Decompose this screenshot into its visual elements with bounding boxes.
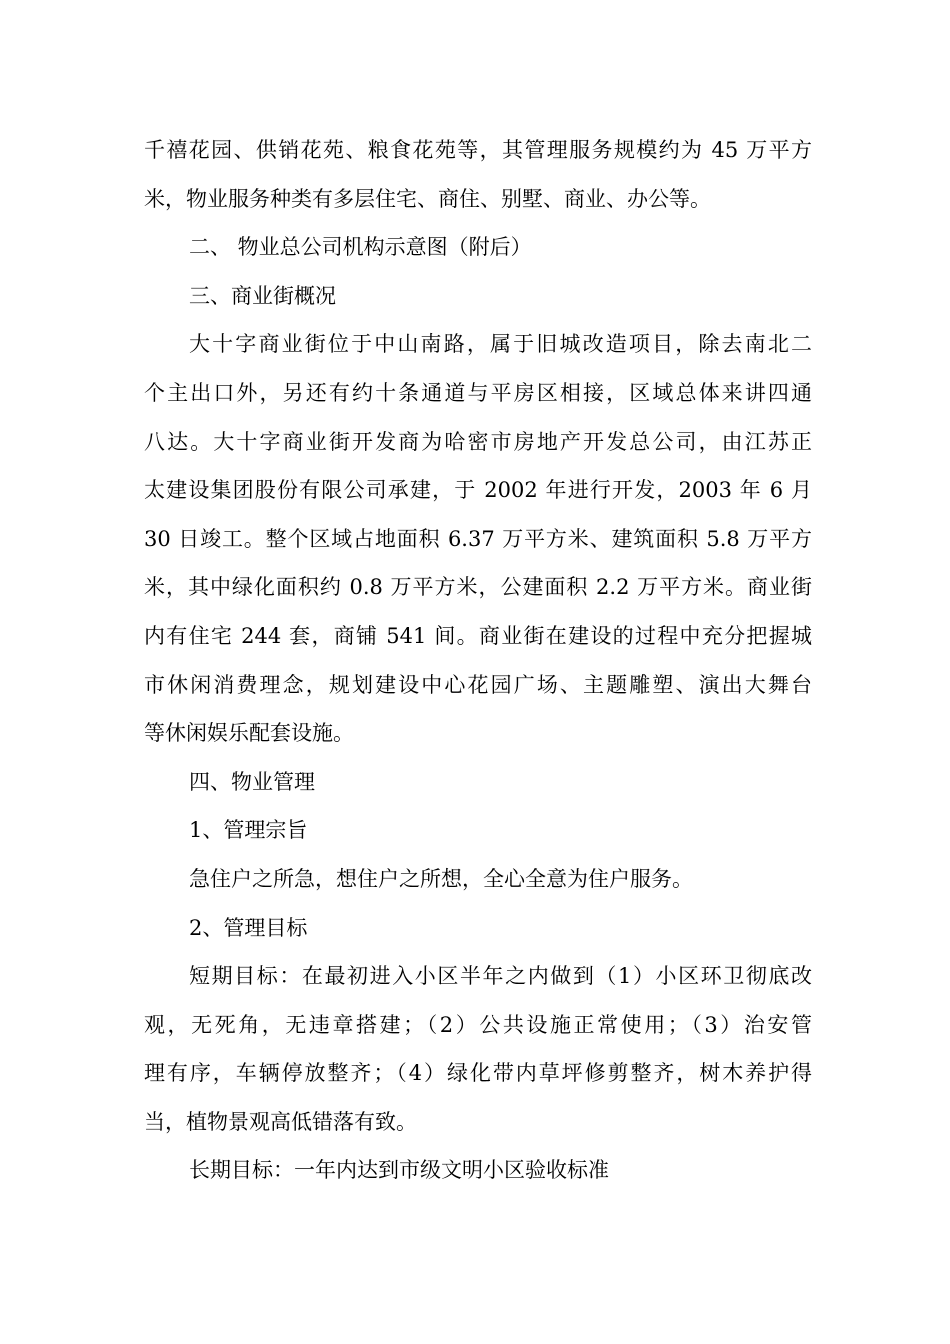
text-line: 30 日竣工。整个区域占地面积 6.37 万平方米、建筑面积 5.8 万平方 xyxy=(144,526,812,551)
subsection-heading: 2、管理目标 xyxy=(189,915,308,940)
text-line: 八达。大十字商业街开发商为哈密市房地产开发总公司，由江苏正 xyxy=(144,429,812,454)
text-line: 短期目标：在最初进入小区半年之内做到（1）小区环卫彻底改 xyxy=(189,964,812,989)
section-heading: 三、商业街概况 xyxy=(189,283,336,308)
text-line: 长期目标：一年内达到市级文明小区验收标准 xyxy=(189,1158,609,1183)
text-line: 等休闲娱乐配套设施。 xyxy=(144,721,354,746)
text-line: 内有住宅 244 套，商铺 541 间。商业街在建设的过程中充分把握城 xyxy=(144,623,812,648)
text-line: 米，其中绿化面积约 0.8 万平方米，公建面积 2.2 万平方米。商业街 xyxy=(144,575,812,600)
text-line: 千禧花园、供销花苑、粮食花苑等，其管理服务规模约为 45 万平方 xyxy=(144,138,812,162)
section-heading: 四、物业管理 xyxy=(189,769,315,794)
text-line: 当，植物景观高低错落有致。 xyxy=(144,1109,417,1134)
text-line: 太建设集团股份有限公司承建，于 2002 年进行开发，2003 年 6 月 xyxy=(144,478,812,503)
text-line: 市休闲消费理念，规划建设中心花园广场、主题雕塑、演出大舞台 xyxy=(144,672,812,697)
document-body xyxy=(144,126,812,1195)
text-line: 急住户之所急，想住户之所想，全心全意为住户服务。 xyxy=(189,866,693,891)
text-line: 理有序，车辆停放整齐；（4）绿化带内草坪修剪整齐，树木养护得 xyxy=(144,1061,812,1086)
subsection-heading: 1、管理宗旨 xyxy=(189,818,308,843)
text-line: 米，物业服务种类有多层住宅、商住、别墅、商业、办公等。 xyxy=(144,186,711,211)
section-heading: 二、 物业总公司机构示意图（附后） xyxy=(189,235,532,260)
text-line: 观，无死角，无违章搭建；（2）公共设施正常使用；（3）治安管 xyxy=(144,1012,812,1037)
text-line: 大十字商业街位于中山南路，属于旧城改造项目，除去南北二 xyxy=(189,332,812,357)
text-line: 个主出口外，另还有约十条通道与平房区相接，区域总体来讲四通 xyxy=(144,380,812,405)
